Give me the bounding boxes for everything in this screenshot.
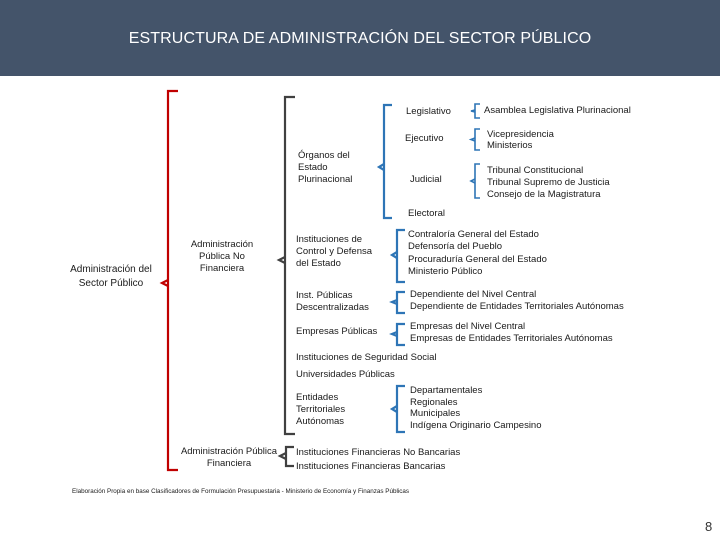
ejecutivo-detail-line: Vicepresidencia (487, 129, 554, 140)
apf-detail-line: Instituciones Financieras No Bancarias (296, 447, 461, 458)
control-detail-line: Ministerio Público (408, 266, 483, 277)
descentralizadas-detail-line: Dependiente del Nivel Central (410, 289, 537, 300)
control-detail-line: Defensoría del Pueblo (408, 241, 503, 252)
source-note: Elaboración Propia en base Clasificadores de Formulación Presupuestaria - Ministerio de Economía y Finanzas Públicas (72, 488, 410, 495)
descentralizadas-detail-line: Dependiente de Entidades Territoriales Autónomas (410, 301, 624, 312)
control-detail-line: Contraloría General del Estado (408, 229, 539, 240)
ejecutivo-label: Ejecutivo (405, 133, 444, 144)
root-bracket (168, 91, 178, 470)
descentralizadas-bracket (397, 292, 405, 313)
organos-bracket (384, 105, 392, 218)
electoral-label: Electoral (408, 208, 445, 219)
empresas-detail-line: Empresas del Nivel Central (410, 321, 526, 332)
apf-bracket (286, 447, 294, 466)
judicial-label: Judicial (410, 174, 442, 185)
legislativo-detail: Asamblea Legislativa Plurinacional (484, 105, 631, 116)
judicial-bracket (475, 164, 480, 198)
apnf-label: Administración Pública No Financiera (190, 239, 254, 274)
descentralizadas-label: Inst. Públicas Descentralizadas (296, 290, 369, 313)
legislativo-bracket (475, 104, 480, 118)
root-label: Administración del Sector Público (70, 264, 152, 289)
universidades-label: Universidades Públicas (296, 369, 395, 380)
ejecutivo-bracket (475, 129, 480, 150)
organos-label: Órganos del Estado Plurinacional (298, 150, 353, 185)
page-number: 8 (705, 519, 713, 534)
judicial-detail-line: Tribunal Constitucional (487, 165, 584, 176)
eta-bracket (397, 386, 405, 432)
eta-detail-line: Indígena Originario Campesino (410, 420, 542, 431)
empresas-detail-line: Empresas de Entidades Territoriales Autónomas (410, 333, 613, 344)
control-detail-line: Procuraduría General del Estado (408, 254, 547, 265)
eta-detail-line: Regionales (410, 397, 458, 408)
empresas-label: Empresas Públicas (296, 326, 378, 337)
seguridad-social-label: Instituciones de Seguridad Social (296, 352, 437, 363)
ejecutivo-detail-line: Ministerios (487, 140, 533, 151)
legislativo-label: Legislativo (406, 106, 451, 117)
page-title: ESTRUCTURA DE ADMINISTRACIÓN DEL SECTOR PÚBLICO (128, 30, 592, 47)
empresas-bracket (397, 324, 405, 345)
eta-detail-line: Municipales (410, 408, 461, 419)
control-bracket (397, 230, 405, 282)
control-label: Instituciones de Control y Defensa del Estado (296, 234, 373, 269)
eta-detail-line: Departamentales (410, 385, 483, 396)
judicial-detail-line: Tribunal Supremo de Justicia (487, 177, 610, 188)
eta-label: Entidades Territoriales Autónomas (296, 392, 346, 427)
apnf-bracket (285, 97, 295, 434)
apf-detail-line: Instituciones Financieras Bancarias (296, 461, 446, 472)
judicial-detail-line: Consejo de la Magistratura (487, 189, 601, 200)
apf-label: Administración Pública Financiera (180, 446, 278, 469)
